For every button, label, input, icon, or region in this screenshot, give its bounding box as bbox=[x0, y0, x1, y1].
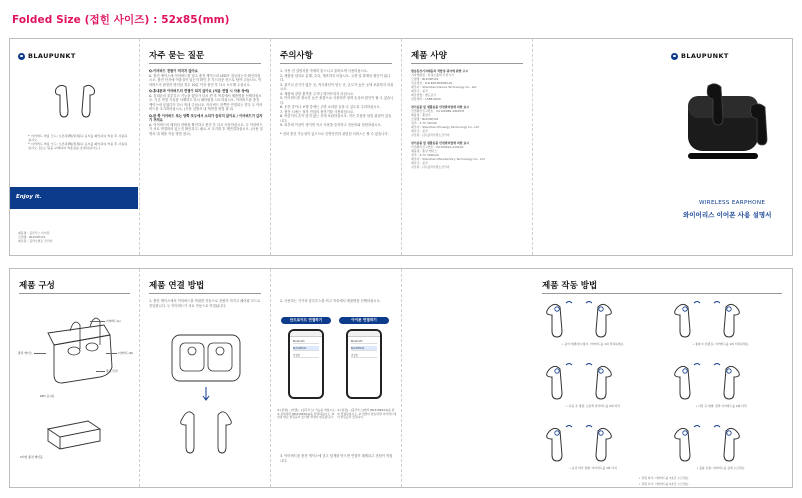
earbud-touch-icon bbox=[670, 299, 704, 339]
caution-item: 1. 사용 전 설명서를 자세히 읽으시고 올바르게 사용하십시오. bbox=[280, 69, 368, 73]
slogan-bar: Enjoy it. bbox=[10, 187, 138, 209]
caution-panel bbox=[271, 39, 402, 255]
components-title: 제품 구성 bbox=[19, 281, 55, 291]
manual-sheet-front bbox=[9, 38, 793, 256]
faq-q1: Q.이어버드 전원이 켜지지 않아요 bbox=[149, 69, 198, 73]
earbud-touch-icon bbox=[582, 299, 616, 339]
front-cover-panel bbox=[533, 39, 794, 255]
folded-size-title: Folded Size (접힌 사이즈) : 52x85(mm) bbox=[12, 14, 230, 26]
caution-title: 주의사항 bbox=[280, 51, 313, 61]
earbud-touch-icon bbox=[542, 299, 576, 339]
caution-note: * 전파 혼신 가능성이 있으므로 인명안전과 관련된 서비스는 할 수 없습니다. bbox=[280, 131, 389, 136]
operation-caption: • 볼륨 조절: 이어버드를 길게 누르세요. bbox=[696, 466, 746, 470]
divider bbox=[411, 63, 523, 64]
components-panel bbox=[10, 269, 140, 487]
operation-caption: • 전원 켜기: 이어버드를 3초간 누르세요. bbox=[638, 476, 690, 480]
earbud-touch-icon bbox=[710, 423, 744, 463]
earbud-touch-icon bbox=[670, 423, 704, 463]
label-earbud-l: 이어버드(L) bbox=[106, 319, 121, 323]
caution-item: 3. 물기나 습기가 많은 곳, 직사광선이 닿는 곳, 온도가 높은 곳에 보관하지 마십시오. bbox=[280, 82, 394, 91]
faq-a1: A. 충전 케이스에 이어버드를 넣고 충전 케이스의 LED가 점등되는지 확인하십시오. 충전 단자에 이물질이 있는지 확인 후 부드러운 천으로 닦아 주십시오. 이어버드가 완전히 방전된 경우 10분 이상 충전 후 다시 시도해 주십시오. bbox=[149, 73, 262, 87]
caution-item: 2. 제품을 임의로 분해, 수리, 개조하지 마십시오. 고장 및 화재의 원인이 됩니다. bbox=[280, 73, 391, 82]
earbud-touch-icon bbox=[542, 361, 576, 401]
spec-title: 제품 사양 bbox=[411, 51, 447, 61]
spec-block2-head: 전기용품 및 생활용품 안전관리법에 의한 표시 bbox=[411, 105, 470, 109]
label-cable: C타입 충전 케이블 bbox=[20, 455, 43, 459]
connect-panel-1 bbox=[140, 269, 271, 487]
faq-a3: A. 이어버드의 배터리 잔량을 확인하고 충전 후 다시 사용하십시오. 두 이어버드가 서로 연결되어 있는지 확인하고, 필요 시 초기화 후 재연결하십시오. (사용 설명서 내 제품 작동 방법 참고) bbox=[149, 122, 263, 136]
earbud-touch-icon bbox=[582, 361, 616, 401]
operation-caption: • 통화 수신/종료: 이어버드를 1회 터치하세요. bbox=[692, 342, 750, 346]
caution-item: 6. 운전 중이나 보행 중에는 주변 소리를 들을 수 있도록 주의하십시오. bbox=[280, 105, 381, 109]
caution-item: 8. 어린이의 손이 닿지 않는 곳에 보관하십시오. 작은 부품을 삼킬 위험이 있습니다. bbox=[280, 114, 392, 123]
operation-caption: • 음악 재생/일시정지: 이어버드를 1회 터치하세요. bbox=[562, 342, 624, 346]
brand-logo: BLAUPUNKT bbox=[671, 52, 729, 60]
iphone-connect-label: 아이폰 연결하기 bbox=[339, 317, 389, 324]
leader-line bbox=[106, 353, 117, 354]
leader-line bbox=[34, 353, 46, 354]
caution-item: 9. 피부에 이상이 생기면 즉시 사용을 중지하고 전문의와 상담하십시오. bbox=[280, 123, 382, 127]
faq-title: 자주 묻는 질문 bbox=[149, 51, 205, 61]
divider bbox=[280, 63, 392, 64]
label-led: LED 표시등 bbox=[40, 394, 55, 398]
android-caption: ① [설정] - [연결] - [블루투스] 기능을 켜십시오. ② 목록에서 [BLP-WE101]을 선택하십시오. ③ 연결 완료 알림음이 들리면 연결이 완료됩니다. bbox=[277, 408, 336, 420]
back-cover-panel bbox=[10, 39, 140, 255]
earbud-touch-icon bbox=[710, 361, 744, 401]
cover-bullet-2: • 이어버드 착용 모드: 오른쪽(R)/왼쪽(L) 표시를 확인하여 착용 후 사용하십시오. (또는 팁을 교체하여 착용감을 조절하십시오.) bbox=[28, 142, 128, 150]
divider bbox=[542, 293, 782, 294]
android-phone-screen: Bluetooth BLP-WE101 연결됨 bbox=[288, 329, 324, 399]
faq-a2: A. 휴대폰의 블루투스 기능을 껐다가 다시 켠 후 목록에서 제품명을 선택하십시오. 기존 연결 기록을 삭제하고 다시 페어링을 시도하십시오. 이어버드를 충전 케이스에 넣었다가 다시 꺼내 주십시오. 이어버드 한쪽만 연결되는 경우 두 이어버드를 초기화하십시오. (사용 설명서 내 재연결 방법 참고) bbox=[149, 93, 263, 111]
brand-logo: BLAUPUNKT bbox=[18, 52, 76, 60]
cover-title: 와이어리스 이어폰 사용 설명서 bbox=[683, 211, 772, 219]
label-charge-port: 충전 단자 bbox=[106, 369, 118, 373]
spec-block3-head: 전기용품 및 생활용품 안전관리법에 의한 표시 bbox=[411, 141, 470, 145]
leader-line bbox=[96, 371, 105, 372]
connect-step3: 3. 이어버드를 충전 케이스에 넣고 덮개를 닫으면 연결이 해제되고 전원이 꺼집니다. bbox=[280, 454, 393, 463]
cover-subtitle: WIRELESS EARPHONE bbox=[699, 200, 766, 206]
case-with-earbuds-illustration bbox=[164, 327, 248, 481]
product-photo bbox=[683, 81, 778, 185]
cover-bullet-1: • 이어버드 착용 모드: 오른쪽(R)/왼쪽(L) 표시를 확인하여 착용 후 사용하십시오. bbox=[28, 134, 128, 142]
logo-icon bbox=[671, 53, 678, 60]
divider bbox=[19, 293, 130, 294]
divider bbox=[149, 293, 261, 294]
iphone-caption: ① [설정] - [블루투스]에서 [BLP-WE101]을 찾아 연결하십시오. ② 연결이 완료되면 이어버드에서 알림음이 들립니다. bbox=[337, 408, 397, 420]
faq-q2: Q.휴대폰과 이어버드의 연결이 되지 않아요 (처음 연결 시 사용 장애) bbox=[149, 89, 250, 93]
cover-footer: 제품명 : 블루투스 이어폰 모델명 : BLP-WE101 제조원 : 블라우푼트 코리아 bbox=[18, 231, 53, 243]
earbud-touch-icon bbox=[582, 423, 616, 463]
connect-step2: 2. 사용하는 기기의 블루투스를 켜고 목록에서 제품명을 선택하십시오. bbox=[280, 299, 381, 303]
leader-line bbox=[90, 321, 105, 322]
earbud-touch-icon bbox=[710, 299, 744, 339]
operation-panel bbox=[402, 269, 794, 487]
faq-q3: Q.한 쪽 이어버드 또는 양쪽 모두에서 소리가 들리지 않아요 / 이어버드가 갑자기 꺼져요 bbox=[149, 113, 263, 122]
operation-title: 제품 작동 방법 bbox=[542, 281, 598, 291]
operation-caption: • 음성 비서 실행: 이어버드를 3회 터치 bbox=[569, 466, 617, 470]
connect-step1: 1. 충전 케이스에서 이어버드를 꺼내면 자동으로 전원이 켜지고 페어링 모드로 진입합니다. 두 이어버드가 서로 자동으로 연결됩니다. bbox=[149, 299, 261, 308]
operation-caption: • 이전 곡 재생: 왼쪽 이어버드를 2회 터치 bbox=[695, 404, 747, 408]
earbud-touch-icon bbox=[542, 423, 576, 463]
logo-icon bbox=[18, 53, 25, 60]
earbud-touch-icon bbox=[670, 361, 704, 401]
label-case: 충전 케이스 bbox=[18, 351, 33, 355]
android-connect-label: 안드로이드 연결하기 bbox=[281, 317, 331, 324]
caution-item: 4. 제품에 강한 충격을 주거나 떨어뜨리지 마십시오. bbox=[280, 91, 355, 96]
spec-block1-head: 방송통신기자재등의 적합성 평가에 관한 고시 bbox=[411, 69, 469, 73]
charging-case-closed-illustration bbox=[44, 415, 104, 459]
caution-item: 7. 충전 시에는 정격 전압의 충전기를 사용하십시오. bbox=[280, 109, 355, 114]
divider bbox=[149, 63, 261, 64]
iphone-screen: Bluetooth BLP-WE101 연결됨 bbox=[346, 329, 382, 399]
connect-panel-2 bbox=[271, 269, 402, 487]
manual-sheet-back bbox=[9, 268, 793, 488]
caution-item: 5. 이어버드를 장시간 높은 볼륨으로 사용하면 청력 손상의 원인이 될 수 있습니다. bbox=[280, 96, 394, 105]
earbud-icon bbox=[52, 81, 98, 121]
operation-caption: • 전원 끄기: 이어버드를 5초간 누르세요. bbox=[638, 482, 690, 486]
connect-title: 제품 연결 방법 bbox=[149, 281, 205, 291]
spec-panel: 제품 사양 방송통신기자재등의 적합성 평가에 관한 고시 기자재명칭 : 특정소출력 무선기기 모델명 : BLP-WE101 인증번호 : R-R-BLP-BLPWE101 제조자 : Shenzhen Device Technology Co., Ltd 제조국 : 중국 제조연월 : 별도표기 상담센터 : 1588-0000 전기용품 및 생활용품 안전관리법에 의한 표시 안전확인신고번호 : XU100986-18007M 제품명 : 충전기 모델명 : BLP-WE101 정격 : 3.7V 30mAh 제조자 : Shenzhen Phinergy Technology Co., Ltd 제조국 : 중국 수입원 : (주)블라우푼트코리아 전기용품 및 생활용품 안전관리법에 의한 표시 안전확인신고번호 : XU100612-21010A 제품명 : 충전 케이스 정격 : 3.7V 300mAh 제조자 : Shenzhen Manufactory Technology Co., Ltd 제조국 : 중국 수입원 : (주)블라우푼트코리아 bbox=[402, 39, 533, 255]
operation-caption: • 다음 곡 재생: 오른쪽 이어버드를 2회 터치 bbox=[566, 404, 620, 408]
label-earbud-r: 이어버드(R) bbox=[118, 351, 133, 355]
faq-panel bbox=[140, 39, 271, 255]
